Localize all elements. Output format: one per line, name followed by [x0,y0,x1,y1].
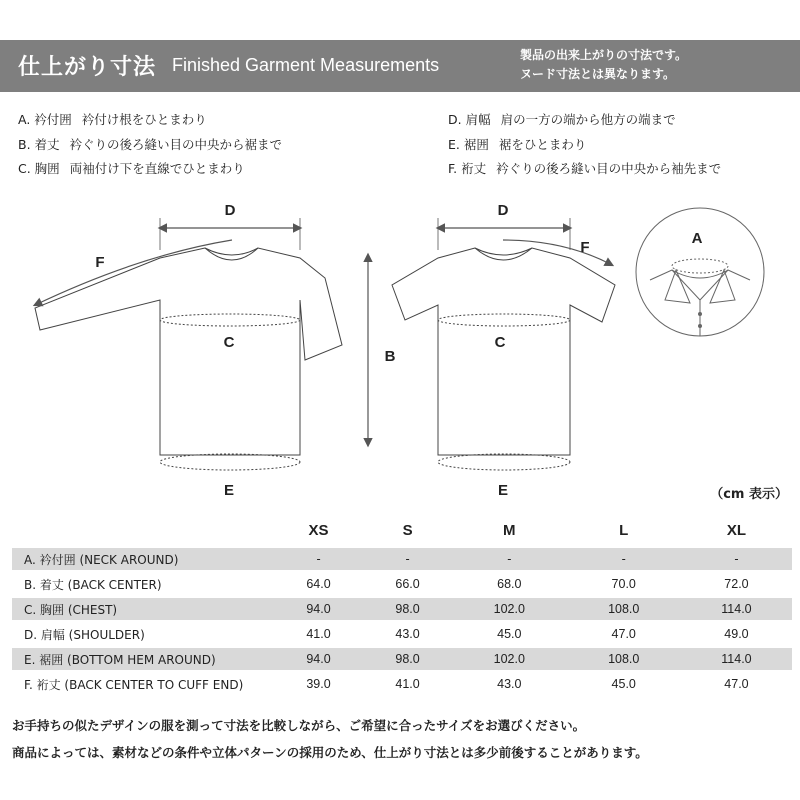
cell-value: 114.0 [681,598,792,620]
definition-item [448,108,721,133]
long-sleeve-shirt [35,248,342,470]
cell-value: 45.0 [452,623,566,645]
cell-value: - [681,548,792,570]
size-header: M [452,515,566,545]
definition-text: 衿付け根をひとまわり [81,112,207,127]
label-b: B [384,348,396,365]
table-row [12,598,792,620]
cell-value: - [274,548,363,570]
table-row [12,548,792,570]
cell-value: 108.0 [567,598,681,620]
label-f2: F [580,239,590,256]
header-blank [12,515,274,545]
row-label: E. 裾囲 (BOTTOM HEM AROUND) [12,648,274,670]
label-c1: C [223,334,235,351]
footer-notes [12,712,648,766]
cell-value: 43.0 [452,673,566,695]
title-jp: 仕上がり寸法 [18,55,157,80]
cell-value: 98.0 [363,598,452,620]
definition-item [448,157,721,182]
short-sleeve-shirt [392,248,615,470]
cell-value: - [567,548,681,570]
size-header: XL [681,515,792,545]
definitions-left [18,108,282,182]
header-bar [0,40,800,92]
definition-key: D. 肩幅 [448,112,491,127]
footer-line1: お手持ちの似たデザインの服を測って寸法を比較しながら、ご希望に合ったサイズをお選びください。 [12,718,586,733]
cell-value: 70.0 [567,573,681,595]
collar-detail [636,208,764,336]
cell-value: - [363,548,452,570]
size-header: XS [274,515,363,545]
definition-key: F. 裄丈 [448,161,487,176]
cell-value: 45.0 [567,673,681,695]
cell-value: 98.0 [363,648,452,670]
garment-diagram [0,195,800,505]
row-label: C. 胸囲 (CHEST) [12,598,274,620]
cell-value: 49.0 [681,623,792,645]
table-row [12,573,792,595]
definition-text: 肩の一方の端から他方の端まで [500,112,676,127]
cell-value: 47.0 [567,623,681,645]
label-d2: D [497,202,509,219]
definition-item [18,108,282,133]
cell-value: 41.0 [363,673,452,695]
size-header: S [363,515,452,545]
header-note-line1: 製品の出来上がりの寸法です。 [520,48,688,62]
row-label: F. 裄丈 (BACK CENTER TO CUFF END) [12,673,274,695]
cell-value: 108.0 [567,648,681,670]
cell-value: - [452,548,566,570]
table-row [12,623,792,645]
cell-value: 47.0 [681,673,792,695]
cell-value: 94.0 [274,648,363,670]
title-en: Finished Garment Measurements [172,55,440,75]
definition-text: 衿ぐりの後ろ縫い目の中央から袖先まで [496,161,722,176]
cell-value: 94.0 [274,598,363,620]
definition-item [448,133,721,158]
diagram-labels [95,202,702,499]
table-row [12,673,792,695]
label-e1: E [223,482,235,499]
row-label: A. 衿付囲 (NECK AROUND) [12,548,274,570]
row-label: B. 着丈 (BACK CENTER) [12,573,274,595]
size-table [12,512,792,698]
definition-key: A. 衿付囲 [18,112,72,127]
definition-text: 衿ぐりの後ろ縫い目の中央から裾まで [69,136,283,152]
cell-value: 43.0 [363,623,452,645]
unit-note: （cm 表示） [710,487,788,502]
header-note-line2: ヌード寸法とは異なります。 [520,67,676,81]
footer-line2: 商品によっては、素材などの条件や立体パターンの採用のため、仕上がり寸法とは多少前後することがあります。 [12,745,648,760]
cell-value: 102.0 [452,598,566,620]
definition-key: C. 胸囲 [18,161,60,176]
cell-value: 39.0 [274,673,363,695]
cell-value: 41.0 [274,623,363,645]
label-d1: D [224,202,236,219]
definition-item [18,157,282,182]
definition-key: B. 着丈 [18,136,60,152]
cell-value: 66.0 [363,573,452,595]
cell-value: 64.0 [274,573,363,595]
cell-value: 68.0 [452,573,566,595]
label-a: A [691,230,703,247]
cell-value: 72.0 [681,573,792,595]
definition-text: 裾をひとまわり [498,136,587,152]
measure-arrows [35,218,612,445]
definition-text: 両袖付け下を直線でひとまわり [69,161,245,176]
table-row [12,648,792,670]
row-label: D. 肩幅 (SHOULDER) [12,623,274,645]
size-header: L [567,515,681,545]
header-note [520,46,687,84]
label-f1: F [95,254,105,271]
definitions-right [448,108,721,182]
label-e2: E [497,482,509,499]
cell-value: 114.0 [681,648,792,670]
label-c2: C [494,334,506,351]
definition-key: E. 裾囲 [448,136,489,152]
size-header-row [12,515,792,545]
definition-item [18,133,282,158]
cell-value: 102.0 [452,648,566,670]
